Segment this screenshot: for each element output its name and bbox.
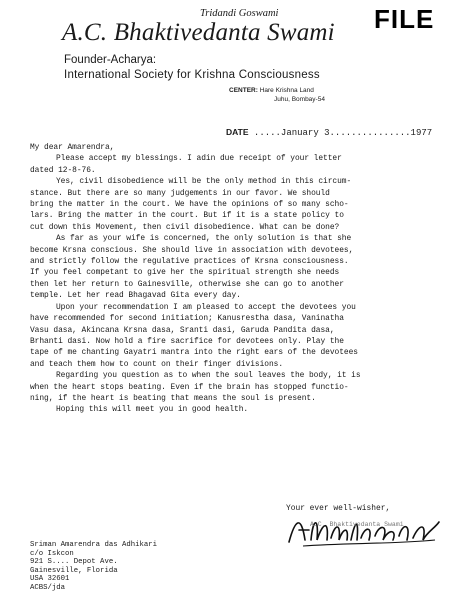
typed-signature: A.C. Bhaktivedanta Swami <box>310 521 404 528</box>
date-value: January 3 <box>280 128 330 138</box>
date-label: DATE <box>226 127 249 137</box>
body-line: stance. But there are so many judgements in our favor. We should <box>30 188 330 198</box>
date-line <box>226 127 432 138</box>
body-line: Yes, civil disobedience will be the only method in this circum- <box>56 177 352 187</box>
body-line: Upon your recommendation I am pleased to accept the devotees you <box>56 302 356 312</box>
body-line: when the heart stops beating. Even if the brain has stopped functio- <box>30 382 349 392</box>
body-line: lars. Bring the matter in the court. But if it is a state policy to <box>30 211 344 221</box>
body-line: tape of me chanting Gayatri mantra into the right ears of the devotees <box>30 348 358 358</box>
body-line: cut down this Movement, then civil disobedience. What can be done? <box>30 222 340 232</box>
salutation: My dear Amarendra, <box>30 143 115 152</box>
recipient-line: Gainesville, Florida <box>30 566 118 575</box>
date-dots-mid: ............... <box>329 128 411 138</box>
center-label: CENTER: <box>229 87 258 94</box>
body-line: temple. Let her read Bhagavad Gita every day. <box>30 291 241 301</box>
recipient-address <box>30 541 157 593</box>
center-line-2: Juhu, Bombay-54 <box>274 96 325 103</box>
letterhead-name: A.C. Bhaktivedanta Swami <box>62 19 335 46</box>
body-line: Vasu dasa, Akincana Krsna dasa, Sranti dasi, Garuda Pandita dasa, <box>30 325 335 335</box>
body-line: and teach them how to count on their finger divisions. <box>30 359 283 369</box>
recipient-line: USA 32601 <box>30 575 70 584</box>
body-line: dated 12-8-76. <box>30 165 96 175</box>
body-line: then let her return to Gainesville, otherwise she can go to another <box>30 279 344 289</box>
body-line: Brhanti dasi. Now hold a fire sacrifice for devotees only. Play the <box>30 336 344 346</box>
letter-body <box>30 142 450 416</box>
recipient-line: c/o Iskcon <box>30 549 74 558</box>
body-line: If you feel competant to give her the spiritual strength she needs <box>30 268 340 278</box>
date-dots-before: ..... <box>248 128 281 138</box>
body-line: As far as your wife is concerned, the only solution is that she <box>56 234 352 244</box>
handwritten-signature <box>285 510 445 550</box>
center-address <box>229 86 325 104</box>
body-line: Hoping this will meet you in good health. <box>56 405 249 415</box>
closing: Your ever well-wisher, <box>286 504 391 513</box>
body-line: become Krsna conscious. She should live in association with devotees, <box>30 245 354 255</box>
body-line: ning, if the heart is beating that means the soul is present. <box>30 393 316 403</box>
body-line: have recommended for second initiation; Kanusrestha dasa, Vaninatha <box>30 314 344 324</box>
date-year: 1977 <box>410 128 433 138</box>
body-line: bring the matter in the court. We have the opinions of so many scho- <box>30 200 349 210</box>
recipient-line: 921 S.... Depot Ave. <box>30 558 118 567</box>
file-stamp: FILE <box>374 4 435 34</box>
body-line: and strictly follow the regulative practices of Krsna consciousness. <box>30 257 349 267</box>
founder-acharya-line: Founder-Acharya: <box>64 54 157 66</box>
reference-initials: ACBS/jda <box>30 583 66 592</box>
recipient-line: Sriman Amarendra das Adhikari <box>30 541 157 549</box>
center-line-1: Hare Krishna Land <box>259 87 314 94</box>
body-line: Please accept my blessings. I adin due receipt of your letter <box>56 154 342 164</box>
society-name: International Society for Krishna Consciousness <box>64 69 320 81</box>
tridandi-title: Tridandi Goswami <box>200 8 279 19</box>
body-line: Regarding you question as to when the soul leaves the body, it is <box>56 371 361 381</box>
